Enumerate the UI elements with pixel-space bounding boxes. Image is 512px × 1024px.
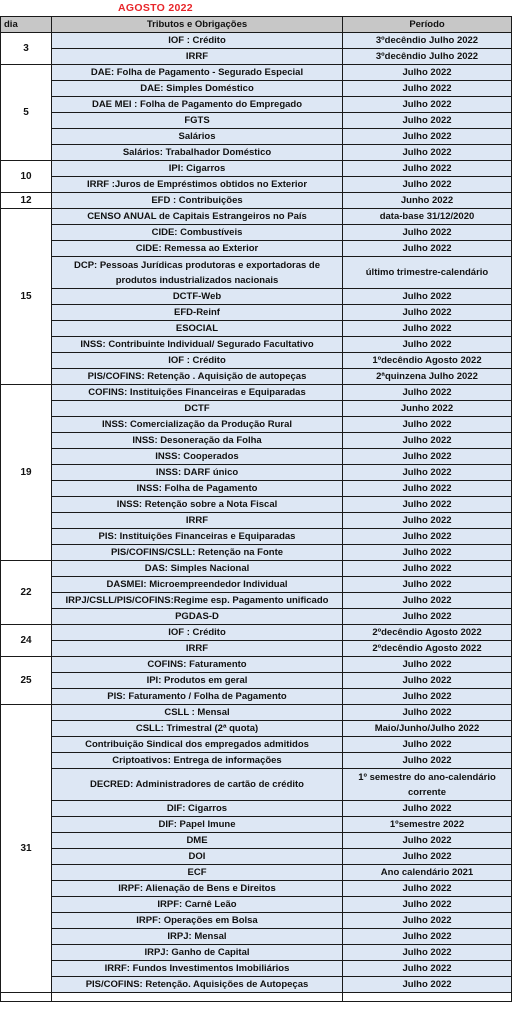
period-cell: Julho 2022 [343,881,512,897]
period-cell: Julho 2022 [343,689,512,705]
table-row [1,657,512,673]
table-row [1,849,512,865]
period-cell: Julho 2022 [343,961,512,977]
obligation-cell: PIS: Instituições Financeiras e Equiparadas [52,529,343,545]
obligation-cell: INSS: Comercialização da Produção Rural [52,417,343,433]
obligation-cell: CIDE: Combustíveis [52,225,343,241]
period-cell: Julho 2022 [343,305,512,321]
obligation-cell: IRPF: Carnê Leão [52,897,343,913]
obligation-cell: PIS/COFINS: Retenção. Aquisições de Autopeças [52,977,343,993]
obligation-cell: FGTS [52,113,343,129]
table-row [1,49,512,65]
table-row [1,673,512,689]
obligation-cell: ECF [52,865,343,881]
table-row [1,513,512,529]
period-cell: Julho 2022 [343,81,512,97]
table-row [1,753,512,769]
table-row [1,593,512,609]
obligation-cell: IRRF :Juros de Empréstimos obtidos no Exterior [52,177,343,193]
period-cell: Julho 2022 [343,929,512,945]
period-cell: Julho 2022 [343,97,512,113]
obligation-cell: INSS: DARF único [52,465,343,481]
day-cell: 22 [1,561,52,625]
obligation-cell: DCP: Pessoas Jurídicas produtoras e exportadoras de produtos industrializados nacionais [52,257,343,289]
day-cell: 25 [1,657,52,705]
table-row [1,497,512,513]
table-row [1,33,512,49]
period-cell: 3ºdecêndio Julho 2022 [343,33,512,49]
table-row [1,817,512,833]
period-cell: Julho 2022 [343,609,512,625]
obligation-cell: INSS: Cooperados [52,449,343,465]
period-cell: Julho 2022 [343,241,512,257]
table-row [1,625,512,641]
period-cell: Julho 2022 [343,145,512,161]
header-obligation: Tributos e Obrigações [52,17,343,33]
table-row [1,913,512,929]
table-row [1,225,512,241]
period-cell: 2ªquinzena Julho 2022 [343,369,512,385]
obligation-cell: DAE: Simples Doméstico [52,81,343,97]
table-row [1,545,512,561]
day-cell: 31 [1,705,52,993]
period-cell: Julho 2022 [343,225,512,241]
period-cell: Julho 2022 [343,657,512,673]
table-row [1,97,512,113]
period-cell: 1º semestre do ano-calendário corrente [343,769,512,801]
obligation-cell: PGDAS-D [52,609,343,625]
table-row [1,737,512,753]
table-row [1,385,512,401]
table-row [1,929,512,945]
period-cell: Junho 2022 [343,193,512,209]
period-cell: Julho 2022 [343,673,512,689]
period-cell: Julho 2022 [343,497,512,513]
obligation-cell: IOF : Crédito [52,625,343,641]
period-cell: Julho 2022 [343,433,512,449]
period-cell: Julho 2022 [343,977,512,993]
period-cell: Julho 2022 [343,289,512,305]
obligation-cell: Criptoativos: Entrega de informações [52,753,343,769]
table-row [1,353,512,369]
period-cell: Julho 2022 [343,129,512,145]
obligation-cell: IPI: Cigarros [52,161,343,177]
period-cell: Julho 2022 [343,561,512,577]
table-row [1,129,512,145]
empty-cell [343,993,512,1002]
table-row [1,705,512,721]
period-cell: Julho 2022 [343,385,512,401]
period-cell: Julho 2022 [343,833,512,849]
table-row [1,801,512,817]
period-cell: Julho 2022 [343,177,512,193]
obligation-cell: PIS/COFINS/CSLL: Retenção na Fonte [52,545,343,561]
obligation-cell: DCTF [52,401,343,417]
table-row [1,945,512,961]
period-cell: Ano calendário 2021 [343,865,512,881]
table-row [1,689,512,705]
obligation-cell: DECRED: Administradores de cartão de crédito [52,769,343,801]
period-cell: Julho 2022 [343,945,512,961]
table-row [1,401,512,417]
day-cell: 24 [1,625,52,657]
obligation-cell: IPI: Produtos em geral [52,673,343,689]
obligation-cell: DIF: Papel Imune [52,817,343,833]
period-cell: data-base 31/12/2020 [343,209,512,225]
table-row [1,305,512,321]
obligation-cell: DCTF-Web [52,289,343,305]
period-cell: Julho 2022 [343,897,512,913]
empty-cell [52,993,343,1002]
day-cell: 10 [1,161,52,193]
table-row [1,897,512,913]
obligation-cell: INSS: Folha de Pagamento [52,481,343,497]
table-row [1,561,512,577]
table-row [1,865,512,881]
obligation-cell: INSS: Contribuinte Individual/ Segurado Facultativo [52,337,343,353]
period-cell: Maio/Junho/Julho 2022 [343,721,512,737]
obligation-cell: COFINS: Faturamento [52,657,343,673]
obligation-cell: IRPF: Operações em Bolsa [52,913,343,929]
obligation-cell: IRPF: Alienação de Bens e Direitos [52,881,343,897]
obligation-cell: IRPJ: Mensal [52,929,343,945]
period-cell: 2ºdecêndio Agosto 2022 [343,641,512,657]
table-row [1,369,512,385]
period-cell: Julho 2022 [343,465,512,481]
table-row [1,977,512,993]
period-cell: Julho 2022 [343,513,512,529]
obligation-cell: CSLL : Mensal [52,705,343,721]
period-cell: Julho 2022 [343,849,512,865]
table-row [1,433,512,449]
obligation-cell: CENSO ANUAL de Capitais Estrangeiros no País [52,209,343,225]
table-row [1,81,512,97]
table-row [1,193,512,209]
day-cell: 3 [1,33,52,65]
obligation-cell: DASMEI: Microempreendedor Individual [52,577,343,593]
period-cell: Julho 2022 [343,577,512,593]
obligation-cell: IRPJ/CSLL/PIS/COFINS:Regime esp. Pagamento unificado [52,593,343,609]
empty-row [1,993,512,1002]
period-cell: Junho 2022 [343,401,512,417]
obligation-cell: CIDE: Remessa ao Exterior [52,241,343,257]
period-cell: Julho 2022 [343,913,512,929]
period-cell: Julho 2022 [343,161,512,177]
table-row [1,833,512,849]
period-cell: 1ºdecêndio Agosto 2022 [343,353,512,369]
obligation-cell: ESOCIAL [52,321,343,337]
obligation-cell: INSS: Desoneração da Folha [52,433,343,449]
obligation-cell: DAE MEI : Folha de Pagamento do Empregado [52,97,343,113]
obligation-cell: DOI [52,849,343,865]
obligation-cell: EFD : Contribuições [52,193,343,209]
period-cell: Julho 2022 [343,705,512,721]
obligation-cell: INSS: Retenção sobre a Nota Fiscal [52,497,343,513]
table-row [1,609,512,625]
header-day: dia [1,17,52,33]
table-row [1,113,512,129]
period-cell: Julho 2022 [343,545,512,561]
obligation-cell: IOF : Crédito [52,353,343,369]
obligation-cell: CSLL: Trimestral (2ª quota) [52,721,343,737]
day-cell: 15 [1,209,52,385]
table-row [1,417,512,433]
day-cell: 12 [1,193,52,209]
obligation-cell: EFD-Reinf [52,305,343,321]
header-period: Período [343,17,512,33]
obligation-cell: PIS/COFINS: Retenção . Aquisição de autopeças [52,369,343,385]
month-title: AGOSTO 2022 [118,2,193,14]
table-row [1,241,512,257]
obligation-cell: IRPJ: Ganho de Capital [52,945,343,961]
obligation-cell: Contribuição Sindical dos empregados admitidos [52,737,343,753]
table-row [1,577,512,593]
period-cell: Julho 2022 [343,529,512,545]
day-cell: 5 [1,65,52,161]
period-cell: último trimestre-calendário [343,257,512,289]
table-row [1,65,512,81]
period-cell: Julho 2022 [343,593,512,609]
obligation-cell: Salários [52,129,343,145]
period-cell: Julho 2022 [343,321,512,337]
table-row [1,337,512,353]
period-cell: Julho 2022 [343,753,512,769]
period-cell: Julho 2022 [343,801,512,817]
table-row [1,209,512,225]
day-cell: 19 [1,385,52,561]
period-cell: 2ºdecêndio Agosto 2022 [343,625,512,641]
obligation-cell: DAE: Folha de Pagamento - Segurado Especial [52,65,343,81]
tax-calendar-table [0,16,512,1002]
obligation-cell: IRRF [52,49,343,65]
period-cell: Julho 2022 [343,65,512,81]
obligation-cell: IRRF [52,641,343,657]
table-row [1,257,512,289]
period-cell: 1ºsemestre 2022 [343,817,512,833]
period-cell: Julho 2022 [343,417,512,433]
table-row [1,529,512,545]
period-cell: Julho 2022 [343,481,512,497]
obligation-cell: DME [52,833,343,849]
table-row [1,321,512,337]
period-cell: 3ºdecêndio Julho 2022 [343,49,512,65]
table-row [1,289,512,305]
obligation-cell: IRRF [52,513,343,529]
period-cell: Julho 2022 [343,737,512,753]
header-row [1,17,512,33]
table-row [1,641,512,657]
table-row [1,481,512,497]
table-row [1,161,512,177]
table-row [1,769,512,801]
table-row [1,465,512,481]
table-row [1,449,512,465]
table-row [1,177,512,193]
obligation-cell: Salários: Trabalhador Doméstico [52,145,343,161]
table-row [1,721,512,737]
table-body [1,33,512,1002]
period-cell: Julho 2022 [343,113,512,129]
obligation-cell: DIF: Cigarros [52,801,343,817]
obligation-cell: COFINS: Instituições Financeiras e Equiparadas [52,385,343,401]
table-row [1,145,512,161]
period-cell: Julho 2022 [343,337,512,353]
empty-cell [1,993,52,1002]
period-cell: Julho 2022 [343,449,512,465]
table-row [1,961,512,977]
obligation-cell: IRRF: Fundos Investimentos Imobiliários [52,961,343,977]
obligation-cell: PIS: Faturamento / Folha de Pagamento [52,689,343,705]
obligation-cell: IOF : Crédito [52,33,343,49]
obligation-cell: DAS: Simples Nacional [52,561,343,577]
table-row [1,881,512,897]
